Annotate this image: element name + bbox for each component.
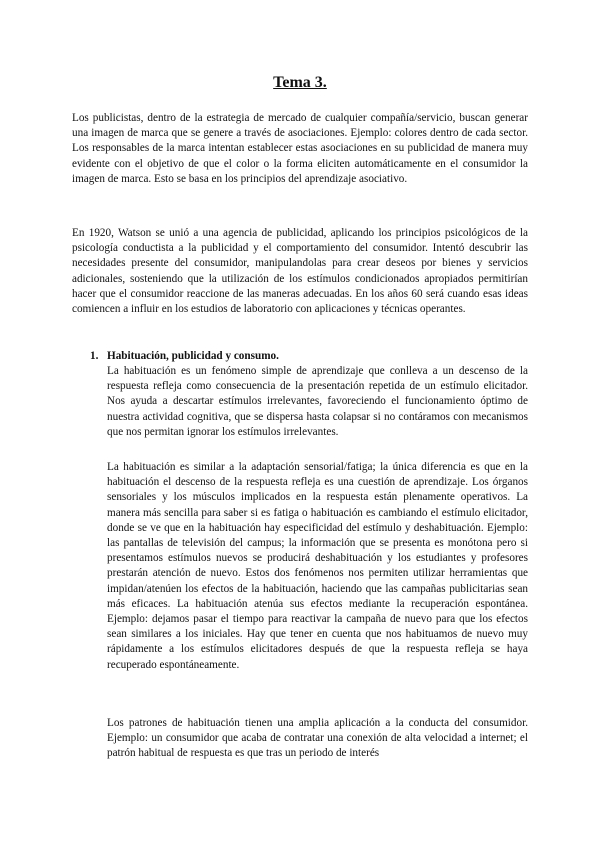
section-title: Habituación, publicidad y consumo. — [107, 350, 279, 362]
section-paragraph-1: La habituación es un fenómeno simple de aprendizaje que conlleva a un descenso de la respuesta refleja como consecuencia de la presentación repetida de un estímulo elicitador. Nos ayuda a descartar estímulos irrelevantes, favoreciendo el funcionamiento óptimo de nuestra actividad cognitiva, que se dispersa hasta colapsar si no contáramos con mecanismos que nos permitan ignorar los estímulos irrelevantes. — [107, 365, 528, 438]
intro-paragraph-2: En 1920, Watson se unió a una agencia de publicidad, aplicando los principios psicológicos de la psicología conductista a la publicidad y el comportamiento del consumidor. Intentó descubrir las necesidades presente del consumidor, manipulandolas para crear deseos por bienes y servicios adicionales, sosteniendo que la utilización de los estímulos condicionados apropiados permitirían hacer que el consumidor reaccione de las maneras adecuadas. En los años 60 será cuando esas ideas comiencen a influir en los estudios de laboratorio con aplicaciones y técnicas operantes. — [72, 227, 528, 316]
page-title: Tema 3. — [273, 74, 327, 91]
intro-paragraph-1: Los publicistas, dentro de la estrategia de mercado de cualquier compañía/servicio, buscan generar una imagen de marca que se genere a través de asociaciones. Ejemplo: colores dentro de cada sector. Los responsables de la marca intentan establecer estas asociaciones en su publicidad de manera muy evidente con el objetivo de que el color o la forma eliciten automáticamente en el consumidor la imagen de marca. Esto se basa en los principios del aprendizaje asociativo. — [72, 112, 528, 185]
section-number: 1. — [90, 350, 99, 362]
section-paragraph-2: La habituación es similar a la adaptación sensorial/fatiga; la única diferencia es que en la habituación el descenso de la respuesta refleja es una cuestión de aprendizaje. Los órganos sensoriales y los músculos implicados en la respuesta están plenamente operativos. La manera más sencilla para saber si es fatiga o habituación es cambiando el estímulo elicitador, donde se ve que en la habituación hay especificidad del estímulo y deshabituación. Ejemplo: las pantallas de televisión del campus; la información que se presenta es monótona pero si presentamos estímulos nuevos se producirá deshabituación y los estudiantes y profesores prestarán atención de nuevo. Estos dos fenómenos nos permiten utilizar herramientas que impidan/atenúen los efectos de la habituación, haciendo que las campañas publicitarias sean más eficaces. La habituación atenúa sus efectos mediante la recuperación espontánea. Ejemplo: dejamos pasar el tiempo para reactivar la campaña de nuevo para que los efectos sean similares a los iniciales. Hay que tener en cuenta que nos habituamos de nuevo muy rápidamente a los estímulos elicitadores después de que la respuesta refleja se haya recuperado espontáneamente. — [107, 461, 528, 671]
section-heading — [90, 349, 520, 364]
section-paragraph-3: Los patrones de habituación tienen una amplia aplicación a la conducta del consumidor. Ejemplo: un consumidor que acaba de contratar una conexión de alta velocidad a internet; el patrón habitual de respuesta es que tras un periodo de interés — [107, 717, 528, 760]
